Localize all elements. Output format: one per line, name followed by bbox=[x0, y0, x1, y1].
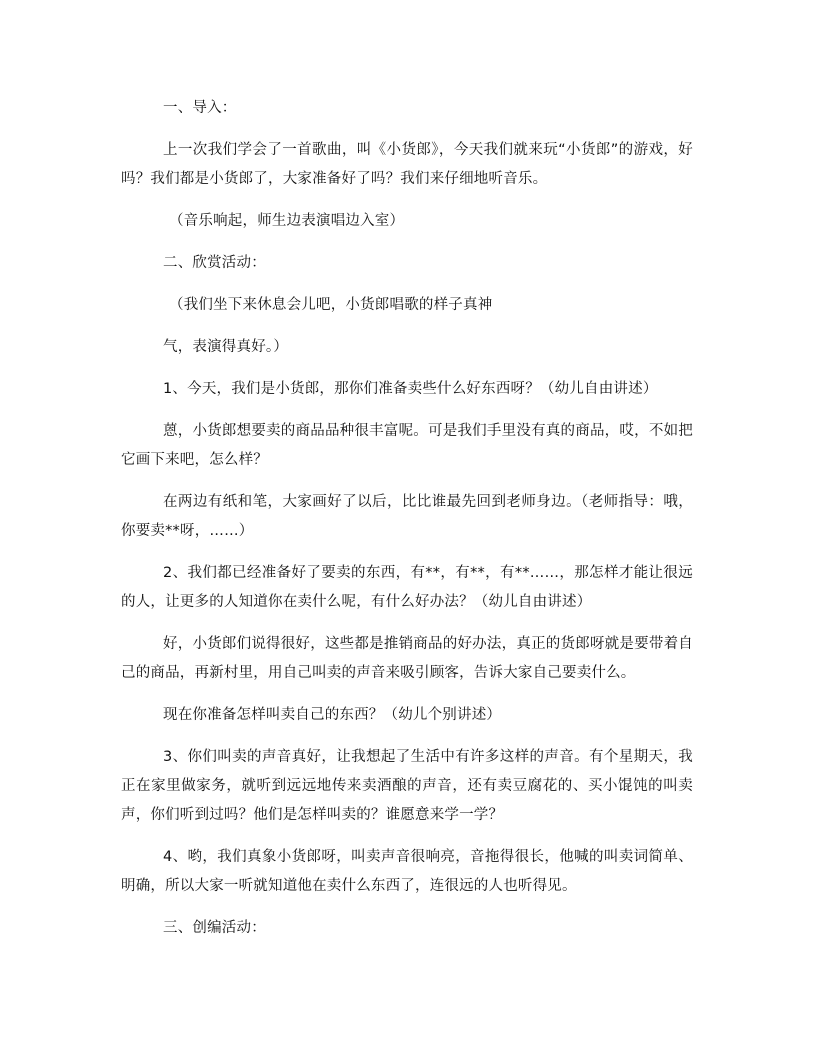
section-heading-creation: 三、创编活动： bbox=[163, 920, 266, 936]
paragraph-stage-note: （音乐响起，师生边表演唱边入室） bbox=[169, 213, 405, 229]
paragraph: 好，小货郎们说得很好，这些都是推销商品的好办法，真正的货郎呀就是要带着自己的商品，再新村里，用自己叫卖的声音来吸引顾客，告诉大家自己要卖什么。 bbox=[121, 636, 693, 681]
paragraph: 4、哟，我们真象小货郎呀，叫卖声音很响亮，音拖得很长，他喊的叫卖词简单、明确，所以大家一听就知道他在卖什么东西了，连很远的人也听得见。 bbox=[121, 849, 693, 894]
paragraph: 上一次我们学会了一首歌曲，叫《小货郎》，今天我们就来玩“小货郎”的游戏，好吗？我们都是小货郎了，大家准备好了吗？我们来仔细地听音乐。 bbox=[121, 142, 693, 187]
paragraph: 在两边有纸和笔，大家画好了以后，比比谁最先回到老师身边。（老师指导：哦，你要卖**呀，……） bbox=[121, 494, 693, 539]
document-body bbox=[121, 94, 693, 943]
section-heading-appreciation: 二、欣赏活动： bbox=[163, 255, 266, 271]
paragraph: 2、我们都已经准备好了要卖的东西，有**，有**，有**……，那怎样才能让很远的人，让更多的人知道你在卖什么呢，有什么好办法？（幼儿自由讲述） bbox=[121, 565, 693, 610]
paragraph: 1、今天，我们是小货郎，那你们准备卖些什么好东西呀？（幼儿自由讲述） bbox=[163, 381, 658, 397]
paragraph: 蒽，小货郎想要卖的商品品种很丰富呢。可是我们手里没有真的商品，哎，不如把它画下来吧，怎么样？ bbox=[121, 423, 693, 468]
section-heading-intro: 一、导入： bbox=[163, 100, 237, 116]
paragraph: 气，表演得真好。） bbox=[163, 339, 289, 355]
paragraph: 现在你准备怎样叫卖自己的东西？（幼儿个别讲述） bbox=[163, 707, 502, 723]
paragraph-stage-note: （我们坐下来休息会儿吧，小货郎唱歌的样子真神 bbox=[169, 297, 493, 313]
paragraph: 3、你们叫卖的声音真好，让我想起了生活中有许多这样的声音。有个星期天，我正在家里做家务，就听到远远地传来卖酒酿的声音，还有卖豆腐花的、买小馄饨的叫卖声，你们听到过吗？他们是怎样叫卖的？谁愿意来学一学？ bbox=[121, 749, 693, 823]
